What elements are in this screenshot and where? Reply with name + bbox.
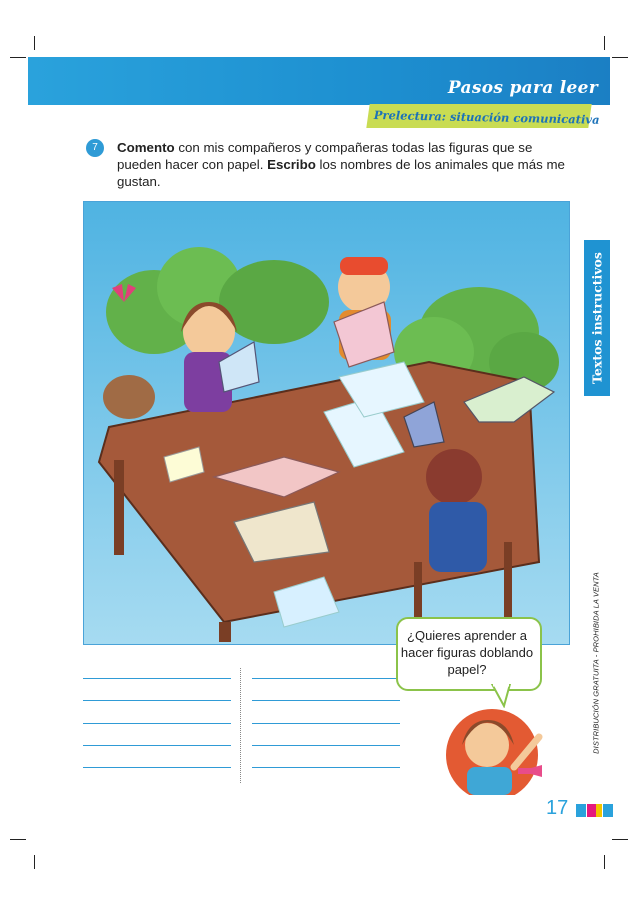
- origami-table-scene-icon: [84, 202, 569, 644]
- writing-line[interactable]: [83, 678, 231, 679]
- writing-line[interactable]: [252, 767, 400, 768]
- writing-line[interactable]: [83, 745, 231, 746]
- side-tab-label: Textos instructivos: [589, 252, 605, 384]
- crop-mark: [34, 36, 35, 50]
- girl-character-icon: [432, 695, 562, 795]
- column-divider: [240, 668, 241, 783]
- color-square: [596, 804, 602, 817]
- speech-bubble-text: ¿Quieres aprender a hacer figuras doblando papel?: [400, 628, 534, 677]
- activity-instruction: [117, 139, 577, 190]
- verb-escribo: Escribo: [267, 157, 316, 172]
- writing-line[interactable]: [252, 723, 400, 724]
- crop-mark: [10, 57, 26, 58]
- writing-line[interactable]: [252, 678, 400, 679]
- activity-number: 7: [86, 139, 104, 157]
- distribution-notice: DISTRIBUCIÓN GRATUITA - PROHIBIDA LA VENTA: [591, 572, 601, 754]
- writing-line[interactable]: [83, 700, 231, 701]
- color-square: [603, 804, 613, 817]
- page-number: 17: [546, 797, 569, 819]
- origami-illustration: [83, 201, 570, 645]
- section-subtitle: Prelectura: situación comunicativa: [373, 108, 600, 127]
- crop-mark: [604, 36, 605, 50]
- crop-mark: [612, 57, 628, 58]
- color-square: [576, 804, 586, 817]
- writing-line[interactable]: [252, 700, 400, 701]
- section-title: Pasos para leer: [447, 78, 598, 98]
- crop-mark: [612, 839, 628, 840]
- writing-line[interactable]: [83, 723, 231, 724]
- crop-mark: [10, 839, 26, 840]
- writing-line[interactable]: [83, 767, 231, 768]
- instruction-text-2: los nombres de los animales que más me gustan.: [117, 157, 565, 189]
- crop-mark: [604, 855, 605, 869]
- writing-line[interactable]: [252, 745, 400, 746]
- instruction-text-1: con mis compañeros y compañeras todas las figuras que se pueden hacer con papel.: [117, 140, 533, 172]
- crop-mark: [34, 855, 35, 869]
- verb-comento: Comento: [117, 140, 175, 155]
